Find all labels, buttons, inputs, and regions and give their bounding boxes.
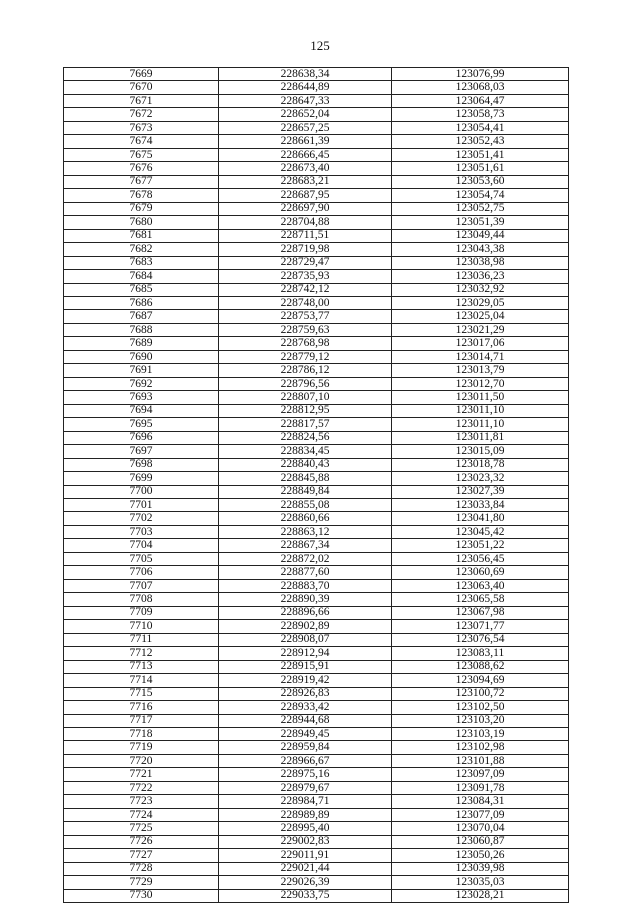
x-coordinate-cell: 228855,08	[219, 499, 392, 512]
x-coordinate-cell: 228834,45	[219, 445, 392, 458]
y-coordinate-cell: 123071,77	[392, 620, 569, 633]
x-coordinate-cell: 228919,42	[219, 674, 392, 687]
x-coordinate-cell: 228867,34	[219, 539, 392, 552]
table-row	[64, 243, 569, 256]
x-coordinate-cell: 228704,88	[219, 216, 392, 229]
y-coordinate-cell: 123076,99	[392, 68, 569, 81]
y-coordinate-cell: 123053,60	[392, 175, 569, 188]
table-row	[64, 647, 569, 660]
point-number-cell: 7712	[64, 647, 219, 660]
point-number-cell: 7690	[64, 350, 219, 363]
table-row	[64, 472, 569, 485]
x-coordinate-cell: 229011,91	[219, 849, 392, 862]
table-row	[64, 741, 569, 754]
x-coordinate-cell: 228926,83	[219, 687, 392, 700]
point-number-cell: 7677	[64, 175, 219, 188]
x-coordinate-cell: 228647,33	[219, 94, 392, 107]
point-number-cell: 7716	[64, 701, 219, 714]
y-coordinate-cell: 123011,50	[392, 391, 569, 404]
table-row	[64, 781, 569, 794]
table-row	[64, 822, 569, 835]
x-coordinate-cell: 228824,56	[219, 431, 392, 444]
x-coordinate-cell: 228735,93	[219, 270, 392, 283]
point-number-cell: 7696	[64, 431, 219, 444]
x-coordinate-cell: 228657,25	[219, 121, 392, 134]
y-coordinate-cell: 123033,84	[392, 499, 569, 512]
coordinates-table-body	[64, 68, 569, 903]
x-coordinate-cell: 228944,68	[219, 714, 392, 727]
table-row	[64, 229, 569, 242]
y-coordinate-cell: 123054,74	[392, 189, 569, 202]
table-row	[64, 364, 569, 377]
table-row	[64, 189, 569, 202]
table-row	[64, 687, 569, 700]
table-row	[64, 81, 569, 94]
x-coordinate-cell: 228912,94	[219, 647, 392, 660]
y-coordinate-cell: 123103,20	[392, 714, 569, 727]
table-row	[64, 512, 569, 525]
point-number-cell: 7715	[64, 687, 219, 700]
y-coordinate-cell: 123097,09	[392, 768, 569, 781]
point-number-cell: 7695	[64, 418, 219, 431]
y-coordinate-cell: 123103,19	[392, 727, 569, 740]
table-row	[64, 175, 569, 188]
table-row	[64, 310, 569, 323]
y-coordinate-cell: 123054,41	[392, 121, 569, 134]
table-row	[64, 202, 569, 215]
table-row	[64, 431, 569, 444]
y-coordinate-cell: 123058,73	[392, 108, 569, 121]
x-coordinate-cell: 228933,42	[219, 701, 392, 714]
x-coordinate-cell: 228759,63	[219, 323, 392, 336]
table-row	[64, 377, 569, 390]
x-coordinate-cell: 229002,83	[219, 835, 392, 848]
x-coordinate-cell: 228687,95	[219, 189, 392, 202]
point-number-cell: 7679	[64, 202, 219, 215]
table-row	[64, 148, 569, 161]
point-number-cell: 7669	[64, 68, 219, 81]
x-coordinate-cell: 228902,89	[219, 620, 392, 633]
table-row	[64, 808, 569, 821]
point-number-cell: 7713	[64, 660, 219, 673]
table-row	[64, 404, 569, 417]
table-row	[64, 714, 569, 727]
x-coordinate-cell: 228984,71	[219, 795, 392, 808]
table-row	[64, 768, 569, 781]
x-coordinate-cell: 228742,12	[219, 283, 392, 296]
x-coordinate-cell: 228975,16	[219, 768, 392, 781]
x-coordinate-cell: 228817,57	[219, 418, 392, 431]
y-coordinate-cell: 123011,81	[392, 431, 569, 444]
point-number-cell: 7703	[64, 525, 219, 538]
table-row	[64, 754, 569, 767]
table-row	[64, 862, 569, 875]
point-number-cell: 7702	[64, 512, 219, 525]
x-coordinate-cell: 228877,60	[219, 566, 392, 579]
table-row	[64, 283, 569, 296]
table-row	[64, 391, 569, 404]
table-row	[64, 579, 569, 592]
y-coordinate-cell: 123041,80	[392, 512, 569, 525]
point-number-cell: 7682	[64, 243, 219, 256]
y-coordinate-cell: 123051,39	[392, 216, 569, 229]
point-number-cell: 7671	[64, 94, 219, 107]
y-coordinate-cell: 123018,78	[392, 458, 569, 471]
table-row	[64, 337, 569, 350]
point-number-cell: 7697	[64, 445, 219, 458]
table-row	[64, 889, 569, 902]
y-coordinate-cell: 123011,10	[392, 404, 569, 417]
y-coordinate-cell: 123029,05	[392, 296, 569, 309]
point-number-cell: 7717	[64, 714, 219, 727]
point-number-cell: 7714	[64, 674, 219, 687]
table-row	[64, 216, 569, 229]
y-coordinate-cell: 123043,38	[392, 243, 569, 256]
y-coordinate-cell: 123036,23	[392, 270, 569, 283]
point-number-cell: 7675	[64, 148, 219, 161]
table-row	[64, 270, 569, 283]
point-number-cell: 7685	[64, 283, 219, 296]
x-coordinate-cell: 228697,90	[219, 202, 392, 215]
y-coordinate-cell: 123067,98	[392, 606, 569, 619]
x-coordinate-cell: 228673,40	[219, 162, 392, 175]
point-number-cell: 7678	[64, 189, 219, 202]
y-coordinate-cell: 123064,47	[392, 94, 569, 107]
point-number-cell: 7684	[64, 270, 219, 283]
y-coordinate-cell: 123101,88	[392, 754, 569, 767]
point-number-cell: 7687	[64, 310, 219, 323]
x-coordinate-cell: 228863,12	[219, 525, 392, 538]
table-row	[64, 256, 569, 269]
table-row	[64, 108, 569, 121]
table-row	[64, 849, 569, 862]
x-coordinate-cell: 228652,04	[219, 108, 392, 121]
point-number-cell: 7704	[64, 539, 219, 552]
point-number-cell: 7670	[64, 81, 219, 94]
y-coordinate-cell: 123076,54	[392, 633, 569, 646]
point-number-cell: 7683	[64, 256, 219, 269]
table-row	[64, 660, 569, 673]
table-row	[64, 499, 569, 512]
x-coordinate-cell: 228845,88	[219, 472, 392, 485]
point-number-cell: 7729	[64, 876, 219, 889]
table-row	[64, 876, 569, 889]
point-number-cell: 7720	[64, 754, 219, 767]
x-coordinate-cell: 228807,10	[219, 391, 392, 404]
y-coordinate-cell: 123017,06	[392, 337, 569, 350]
x-coordinate-cell: 228883,70	[219, 579, 392, 592]
table-row	[64, 296, 569, 309]
y-coordinate-cell: 123045,42	[392, 525, 569, 538]
y-coordinate-cell: 123014,71	[392, 350, 569, 363]
y-coordinate-cell: 123094,69	[392, 674, 569, 687]
table-row	[64, 674, 569, 687]
y-coordinate-cell: 123049,44	[392, 229, 569, 242]
point-number-cell: 7706	[64, 566, 219, 579]
y-coordinate-cell: 123056,45	[392, 552, 569, 565]
point-number-cell: 7692	[64, 377, 219, 390]
y-coordinate-cell: 123039,98	[392, 862, 569, 875]
y-coordinate-cell: 123051,41	[392, 148, 569, 161]
table-row	[64, 566, 569, 579]
point-number-cell: 7686	[64, 296, 219, 309]
y-coordinate-cell: 123060,87	[392, 835, 569, 848]
y-coordinate-cell: 123028,21	[392, 889, 569, 902]
point-number-cell: 7701	[64, 499, 219, 512]
table-row	[64, 94, 569, 107]
table-row	[64, 727, 569, 740]
point-number-cell: 7724	[64, 808, 219, 821]
y-coordinate-cell: 123051,61	[392, 162, 569, 175]
x-coordinate-cell: 228644,89	[219, 81, 392, 94]
table-row	[64, 458, 569, 471]
y-coordinate-cell: 123083,11	[392, 647, 569, 660]
point-number-cell: 7726	[64, 835, 219, 848]
y-coordinate-cell: 123021,29	[392, 323, 569, 336]
point-number-cell: 7680	[64, 216, 219, 229]
point-number-cell: 7723	[64, 795, 219, 808]
x-coordinate-cell: 228872,02	[219, 552, 392, 565]
x-coordinate-cell: 228959,84	[219, 741, 392, 754]
y-coordinate-cell: 123013,79	[392, 364, 569, 377]
point-number-cell: 7710	[64, 620, 219, 633]
point-number-cell: 7727	[64, 849, 219, 862]
point-number-cell: 7693	[64, 391, 219, 404]
point-number-cell: 7689	[64, 337, 219, 350]
point-number-cell: 7707	[64, 579, 219, 592]
x-coordinate-cell: 228849,84	[219, 485, 392, 498]
x-coordinate-cell: 228753,77	[219, 310, 392, 323]
y-coordinate-cell: 123025,04	[392, 310, 569, 323]
x-coordinate-cell: 228890,39	[219, 593, 392, 606]
point-number-cell: 7705	[64, 552, 219, 565]
x-coordinate-cell: 228786,12	[219, 364, 392, 377]
y-coordinate-cell: 123091,78	[392, 781, 569, 794]
table-row	[64, 633, 569, 646]
y-coordinate-cell: 123070,04	[392, 822, 569, 835]
page-number: 125	[310, 38, 330, 53]
x-coordinate-cell: 228908,07	[219, 633, 392, 646]
y-coordinate-cell: 123065,58	[392, 593, 569, 606]
table-row	[64, 620, 569, 633]
table-row	[64, 121, 569, 134]
table-row	[64, 593, 569, 606]
table-row	[64, 135, 569, 148]
y-coordinate-cell: 123088,62	[392, 660, 569, 673]
x-coordinate-cell: 228812,95	[219, 404, 392, 417]
x-coordinate-cell: 228896,66	[219, 606, 392, 619]
y-coordinate-cell: 123084,31	[392, 795, 569, 808]
y-coordinate-cell: 123077,09	[392, 808, 569, 821]
y-coordinate-cell: 123102,50	[392, 701, 569, 714]
y-coordinate-cell: 123023,32	[392, 472, 569, 485]
point-number-cell: 7718	[64, 727, 219, 740]
x-coordinate-cell: 228638,34	[219, 68, 392, 81]
y-coordinate-cell: 123052,43	[392, 135, 569, 148]
x-coordinate-cell: 228989,89	[219, 808, 392, 821]
y-coordinate-cell: 123102,98	[392, 741, 569, 754]
point-number-cell: 7676	[64, 162, 219, 175]
x-coordinate-cell: 228719,98	[219, 243, 392, 256]
point-number-cell: 7691	[64, 364, 219, 377]
y-coordinate-cell: 123050,26	[392, 849, 569, 862]
table-row	[64, 835, 569, 848]
point-number-cell: 7730	[64, 889, 219, 902]
x-coordinate-cell: 228995,40	[219, 822, 392, 835]
point-number-cell: 7728	[64, 862, 219, 875]
table-row	[64, 539, 569, 552]
y-coordinate-cell: 123038,98	[392, 256, 569, 269]
x-coordinate-cell: 228860,66	[219, 512, 392, 525]
y-coordinate-cell: 123100,72	[392, 687, 569, 700]
x-coordinate-cell: 228915,91	[219, 660, 392, 673]
x-coordinate-cell: 229021,44	[219, 862, 392, 875]
point-number-cell: 7681	[64, 229, 219, 242]
y-coordinate-cell: 123051,22	[392, 539, 569, 552]
x-coordinate-cell: 228779,12	[219, 350, 392, 363]
point-number-cell: 7688	[64, 323, 219, 336]
point-number-cell: 7721	[64, 768, 219, 781]
x-coordinate-cell: 228768,98	[219, 337, 392, 350]
point-number-cell: 7708	[64, 593, 219, 606]
x-coordinate-cell: 228683,21	[219, 175, 392, 188]
x-coordinate-cell: 228666,45	[219, 148, 392, 161]
y-coordinate-cell: 123052,75	[392, 202, 569, 215]
point-number-cell: 7674	[64, 135, 219, 148]
table-row	[64, 445, 569, 458]
point-number-cell: 7672	[64, 108, 219, 121]
coordinates-table	[63, 67, 569, 903]
table-row	[64, 350, 569, 363]
point-number-cell: 7709	[64, 606, 219, 619]
table-row	[64, 68, 569, 81]
x-coordinate-cell: 228748,00	[219, 296, 392, 309]
table-row	[64, 418, 569, 431]
point-number-cell: 7673	[64, 121, 219, 134]
y-coordinate-cell: 123032,92	[392, 283, 569, 296]
y-coordinate-cell: 123015,09	[392, 445, 569, 458]
table-row	[64, 525, 569, 538]
point-number-cell: 7698	[64, 458, 219, 471]
x-coordinate-cell: 228966,67	[219, 754, 392, 767]
table-row	[64, 162, 569, 175]
point-number-cell: 7711	[64, 633, 219, 646]
table-row	[64, 552, 569, 565]
x-coordinate-cell: 228796,56	[219, 377, 392, 390]
y-coordinate-cell: 123060,69	[392, 566, 569, 579]
point-number-cell: 7700	[64, 485, 219, 498]
point-number-cell: 7719	[64, 741, 219, 754]
table-row	[64, 485, 569, 498]
table-row	[64, 323, 569, 336]
table-row	[64, 606, 569, 619]
x-coordinate-cell: 228840,43	[219, 458, 392, 471]
x-coordinate-cell: 228729,47	[219, 256, 392, 269]
y-coordinate-cell: 123011,10	[392, 418, 569, 431]
y-coordinate-cell: 123063,40	[392, 579, 569, 592]
x-coordinate-cell: 229033,75	[219, 889, 392, 902]
x-coordinate-cell: 228711,51	[219, 229, 392, 242]
y-coordinate-cell: 123068,03	[392, 81, 569, 94]
y-coordinate-cell: 123035,03	[392, 876, 569, 889]
point-number-cell: 7699	[64, 472, 219, 485]
x-coordinate-cell: 228979,67	[219, 781, 392, 794]
point-number-cell: 7722	[64, 781, 219, 794]
x-coordinate-cell: 228949,45	[219, 727, 392, 740]
table-row	[64, 701, 569, 714]
point-number-cell: 7725	[64, 822, 219, 835]
x-coordinate-cell: 228661,39	[219, 135, 392, 148]
x-coordinate-cell: 229026,39	[219, 876, 392, 889]
table-row	[64, 795, 569, 808]
y-coordinate-cell: 123027,39	[392, 485, 569, 498]
point-number-cell: 7694	[64, 404, 219, 417]
y-coordinate-cell: 123012,70	[392, 377, 569, 390]
